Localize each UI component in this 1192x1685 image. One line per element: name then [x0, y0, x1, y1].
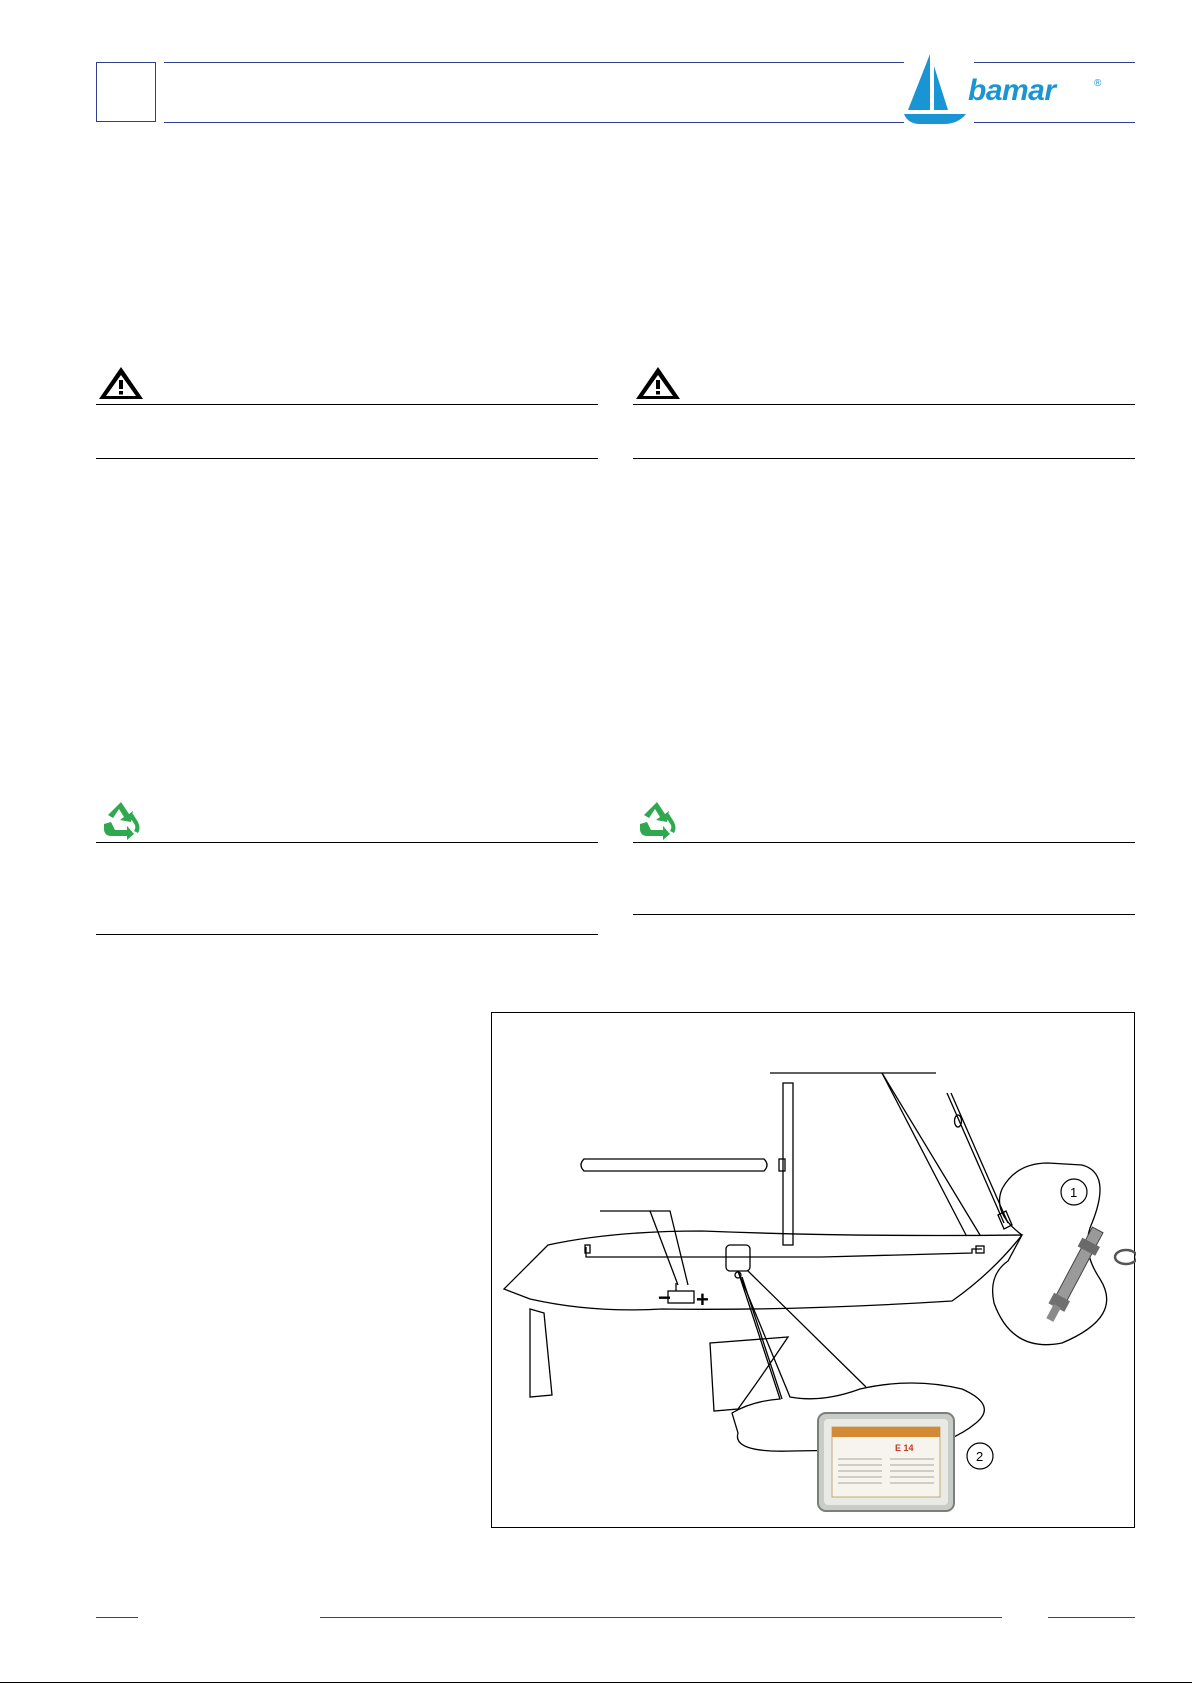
- battery-minus-label: −: [658, 1285, 671, 1310]
- callout-1: 1: [1070, 1185, 1078, 1200]
- registered-mark: ®: [1094, 78, 1102, 89]
- rudder: [530, 1309, 552, 1397]
- sailboat-wiring-diagram: [492, 1013, 1136, 1529]
- warning-right-rule-top: [633, 404, 1135, 405]
- recycle-left-rule-bottom: [96, 934, 598, 935]
- warning-triangle-icon: [633, 364, 683, 402]
- recycle-left-rule-top: [96, 842, 598, 843]
- warning-left-rule-bottom: [96, 458, 598, 459]
- installation-diagram: [491, 1012, 1135, 1528]
- warning-triangle-icon: [96, 364, 146, 402]
- sailboat-logo-icon: [900, 52, 970, 126]
- page-number-box: [96, 62, 156, 122]
- control-unit-photo: [818, 1413, 993, 1511]
- warning-right-rule-bottom: [633, 458, 1135, 459]
- footer-rule-left: [96, 1617, 138, 1618]
- recycle-right-rule-bottom: [633, 914, 1135, 915]
- boom: [581, 1159, 767, 1171]
- recycle-icon: [636, 800, 678, 840]
- callout-2: 2: [976, 1449, 984, 1464]
- wire-deck: [586, 1247, 982, 1257]
- logo-text: bamar: [968, 74, 1056, 107]
- control-unit-model: E 14: [895, 1443, 914, 1453]
- header-rule-bottom: [164, 122, 904, 123]
- footer-rule-center: [320, 1617, 1002, 1618]
- warning-left-rule-top: [96, 404, 598, 405]
- header-rule-top: [164, 62, 904, 63]
- page-bottom-edge: [0, 1682, 1192, 1683]
- sensor-probe: [1041, 1179, 1136, 1325]
- hull: [504, 1231, 1022, 1310]
- battery: [668, 1291, 694, 1303]
- recycle-right-rule-top: [633, 842, 1135, 843]
- bamar-logo: [900, 52, 1110, 126]
- forestay: [947, 1093, 1004, 1223]
- footer-rule-right: [1048, 1617, 1135, 1618]
- control-box-marker: [726, 1245, 750, 1271]
- battery-plus-label: +: [696, 1287, 709, 1312]
- recycle-icon: [100, 800, 142, 840]
